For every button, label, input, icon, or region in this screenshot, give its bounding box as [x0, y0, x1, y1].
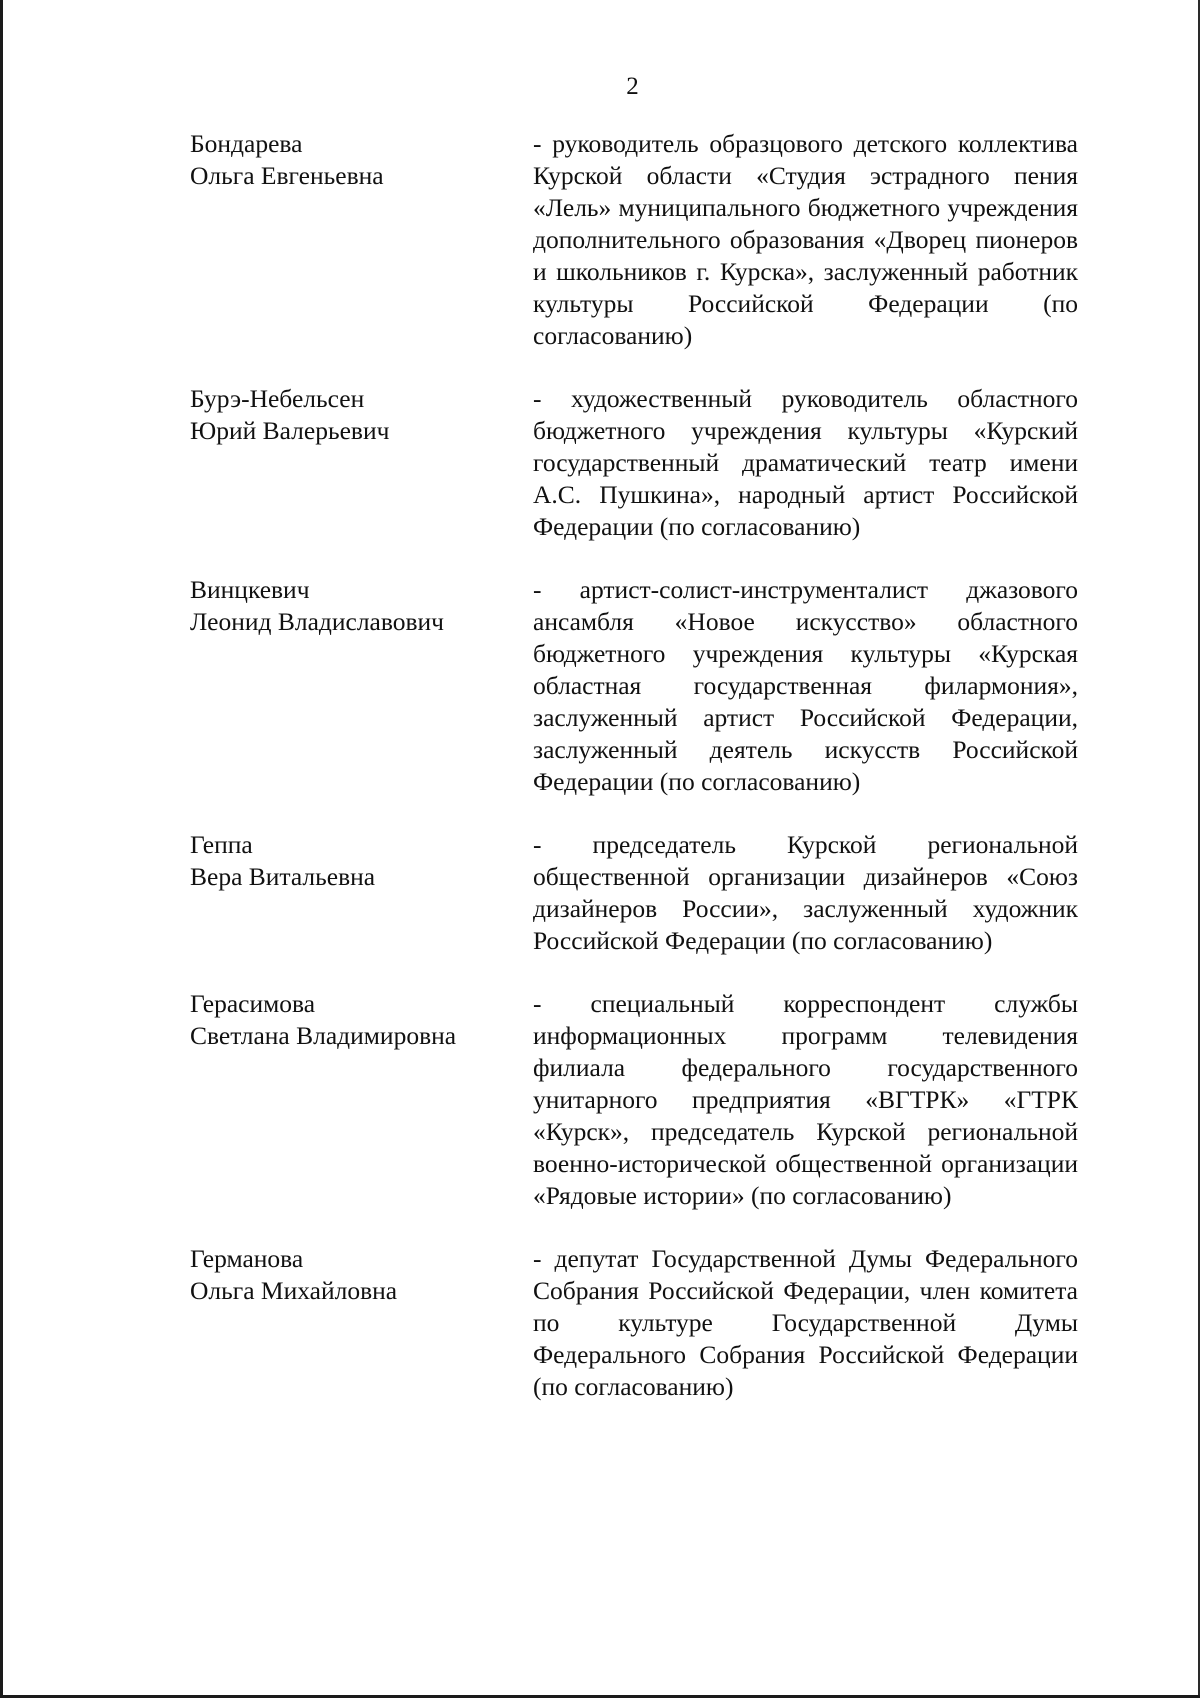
member-given-names: Светлана Владимировна [190, 1021, 457, 1050]
member-surname: Бурэ-Небельсен [190, 384, 365, 413]
member-name [190, 574, 533, 638]
member-entry [190, 128, 1080, 352]
member-entry [190, 1243, 1080, 1403]
member-given-names: Юрий Валерьевич [190, 416, 390, 445]
member-given-names: Вера Витальевна [190, 862, 376, 891]
member-description: - специальный корреспондент службы информационных программ телевидения филиала федерального государственного унитарного предприятия «ВГТРК» «ГТРК «Курск», председатель Курской региональной военно-исторической общественной организации «Рядовые истории» (по согласованию) [533, 989, 1078, 1210]
member-entry [190, 574, 1080, 798]
member-description: - председатель Курской региональной общественной организации дизайнеров «Союз дизайнеров России», заслуженный художник Российской Федерации (по согласованию) [533, 830, 1078, 955]
member-surname: Герасимова [190, 989, 316, 1018]
member-name [190, 829, 533, 893]
member-surname: Геппа [190, 830, 253, 859]
page-number: 2 [626, 73, 639, 100]
member-description: - руководитель образцового детского коллектива Курской области «Студия эстрадного пения «Лель» муниципального бюджетного учреждения дополнительного образования «Дворец пионеров и школьников г. Курска», заслуженный работник культуры Российской Федерации (по согласованию) [533, 129, 1078, 350]
member-entry [190, 383, 1080, 543]
member-entry [190, 829, 1080, 957]
member-name [190, 988, 533, 1052]
member-surname: Бондарева [190, 129, 303, 158]
member-name [190, 383, 533, 447]
member-name [190, 1243, 533, 1307]
member-surname: Германова [190, 1244, 304, 1273]
member-description: - депутат Государственной Думы Федерального Собрания Российской Федерации, член комитета по культуре Государственной Думы Федерального Собрания Российской Федерации (по согласованию) [533, 1244, 1078, 1401]
member-surname: Винцкевич [190, 575, 310, 604]
member-entry [190, 988, 1080, 1212]
member-given-names: Леонид Владиславович [190, 607, 444, 636]
member-description: - художественный руководитель областного бюджетного учреждения культуры «Курский государственный драматический театр имени А.С. Пушкина», народный артист Российской Федерации (по согласованию) [533, 384, 1078, 541]
scan-border-left [0, 0, 3, 1698]
member-description: - артист-солист-инструменталист джазового ансамбля «Новое искусство» областного бюджетного учреждения культуры «Курская областная государственная филармония», заслуженный артист Российской Федерации, заслуженный деятель искусств Российской Федерации (по согласованию) [533, 575, 1078, 796]
member-given-names: Ольга Михайловна [190, 1276, 398, 1305]
member-given-names: Ольга Евгеньевна [190, 161, 384, 190]
member-list [190, 128, 1080, 1403]
member-name [190, 128, 533, 192]
